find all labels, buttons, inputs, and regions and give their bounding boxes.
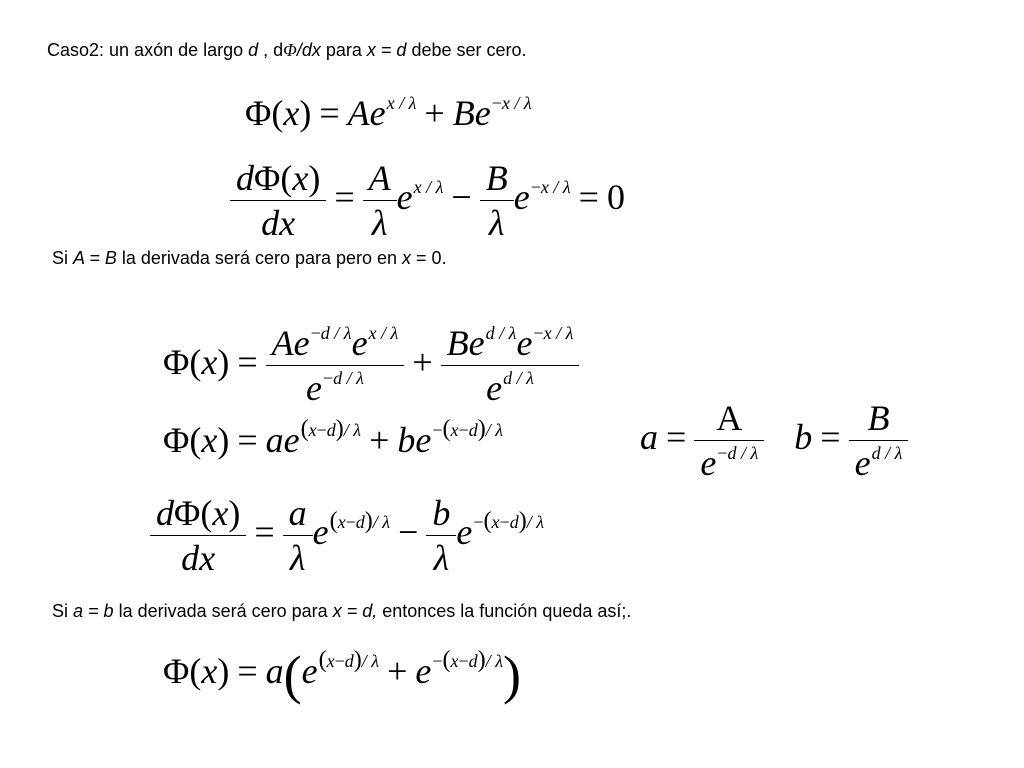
text-part: = 0.	[411, 248, 447, 268]
equation-phi-general: $\Phi(x) = Ae^{x / \lambda} + Be^{-x / \lambda}$	[245, 93, 532, 133]
text-var: x	[402, 248, 412, 268]
equation-phi-final: $\Phi(x) = a(e^{(x-d)/ \lambda} + e^{-(x-d)/ \lambda})$	[163, 645, 521, 705]
equation-derivative-shifted: $\frac{d\Phi(x)}{dx}$ = $\frac{a}{\lambda}$ $e^{(x-d)/ \lambda}$ − $\frac{b}{\lambda}$ $e^{-(x-d)/ \lambda}$	[150, 495, 544, 576]
text-part: Caso2: un axón de largo	[47, 40, 249, 60]
text-var: x = d,	[332, 601, 378, 621]
condition-text-1	[52, 248, 447, 269]
text-part: debe ser cero.	[406, 40, 527, 60]
equation-phi-rewritten: Φ(x) = $\frac{Ae^{-d / \lambda}e^{x / \lambda}}{e^{-d / \lambda}}$ + $\frac{Be^{d / \lambda}e^{-x / \lambda}}{e^{d / \lambda}}$	[163, 325, 579, 406]
text-var: /dx	[296, 40, 321, 60]
equation-definitions: a = $\frac{A}{e^{-d / \lambda}}$ b = $\frac{B}{e^{d / \lambda}}$	[640, 400, 908, 481]
text-part: Si	[52, 601, 74, 621]
text-var: A = B	[73, 248, 117, 268]
text-var: Φ	[283, 40, 297, 60]
text-part: para	[320, 40, 367, 60]
text-var: d	[248, 40, 259, 60]
text-part: entonces la función queda así;.	[377, 601, 632, 621]
text-part: , d	[258, 40, 284, 60]
equation-phi-shifted: $\Phi(x) = ae^{(x-d)/ \lambda} + be^{-(x-d)/ \lambda}$	[163, 416, 503, 460]
condition-text-2	[52, 601, 631, 622]
text-var: x = d	[366, 40, 407, 60]
text-part: la derivada será cero para pero en	[116, 248, 403, 268]
text-var: a = b	[73, 601, 114, 621]
text-part: la derivada será cero para	[113, 601, 333, 621]
intro-text	[47, 40, 527, 61]
text-part: Si	[52, 248, 74, 268]
equation-derivative-general: $\frac{d\Phi(x)}{dx}$ = $\frac{A}{\lambda}$ $e^{x / \lambda}$ − $\frac{B}{\lambda}$ $e^{-x / \lambda} = 0$	[230, 160, 625, 241]
